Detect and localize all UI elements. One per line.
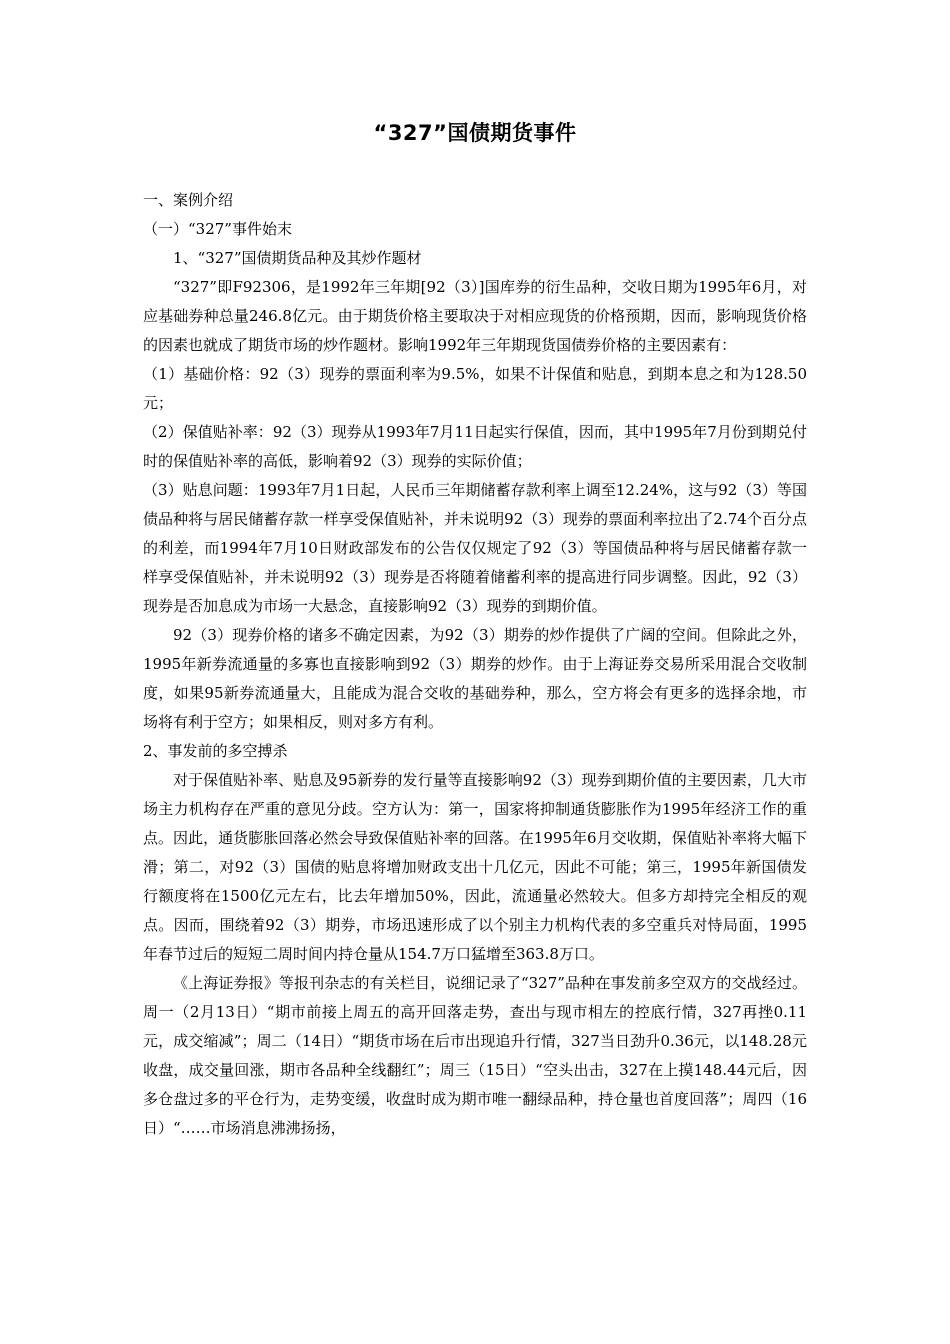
paragraph: 《上海证券报》等报刊杂志的有关栏目，说细记录了“327”品种在事发前多空双方的交战经过。周一（2月13日）“期市前接上周五的高开回落走势，查出与现市相左的控底行情，327再挫0.11元，成交缩减”；周二（14日）“期货市场在后市出现追升行情，327当日劲升0.36元，以148.28元收盘，成交量回涨，期市各品种全线翻红”；周三（15日）“空头出击，327在上摸148.44元后，因多仓盘过多的平仓行为，走势变缓，收盘时成为期市唯一翻绿品种，持仓量也首度回落”；周四（16日）“……市场消息沸沸扬扬， [143, 974, 807, 1137]
paragraph: （3）贴息问题：1993年7月1日起，人民币三年期储蓄存款利率上调至12.24%，这与92（3）等国债品种将与居民储蓄存款一样享受保值贴补，并未说明92（3）现券的票面利率拉出了2.74个百分点的利差，而1994年7月10日财政部发布的公告仅仅规定了92（3）等国债品种将与居民储蓄存款一样享受保值贴补，并未说明92（3）现券是否将随着储蓄利率的提高进行同步调整。因此，92（3）现券是否加息成为市场一大悬念，直接影响92（3）现券的到期价值。 [143, 481, 807, 615]
paragraph: （1）基础价格：92（3）现券的票面利率为9.5%，如果不计保值和贴息，到期本息之和为128.50元； [143, 365, 807, 412]
item-heading: 1、“327”国债期货品种及其炒作题材 [173, 249, 422, 267]
section-heading: 一、案例介绍 [143, 191, 234, 209]
document-title: “327”国债期货事件 [373, 121, 577, 145]
subsection-heading: （一）“327”事件始末 [143, 220, 292, 238]
paragraph: （2）保值贴补率：92（3）现券从1993年7月11日起实行保值，因而，其中1995年7月份到期兑付时的保值贴补率的高低，影响着92（3）现券的实际价值； [143, 423, 807, 470]
document-page [143, 118, 807, 1143]
item-heading: 2、事发前的多空搏杀 [143, 742, 288, 760]
paragraph: 92（3）现券价格的诸多不确定因素，为92（3）期券的炒作提供了广阔的空间。但除此之外，1995年新券流通量的多寡也直接影响到92（3）期券的炒作。由于上海证券交易所采用混合交收制度，如果95新券流通量大，且能成为混合交收的基础券种，那么，空方将会有更多的选择余地，市场将有利于空方；如果相反，则对多方有利。 [143, 626, 807, 731]
paragraph: “327”即F92306，是1992年三年期[92（3）]国库券的衍生品种，交收日期为1995年6月，对应基础券种总量246.8亿元。由于期货价格主要取决于对相应现货的价格预期，因而，影响现货价格的因素也就成了期货市场的炒作题材。影响1992年三年期现货国债券价格的主要因素有： [143, 278, 807, 354]
paragraph: 对于保值贴补率、贴息及95新券的发行量等直接影响92（3）现券到期价值的主要因素，几大市场主力机构存在严重的意见分歧。空方认为：第一，国家将抑制通货膨胀作为1995年经济工作的重点。因此，通货膨胀回落必然会导致保值贴补率的回落。在1995年6月交收期，保值贴补率将大幅下滑；第二，对92（3）国债的贴息将增加财政支出十几亿元，因此不可能；第三，1995年新国债发行额度将在1500亿元左右，比去年增加50%，因此，流通量必然较大。但多方却持完全相反的观点。因而，围绕着92（3）期券，市场迅速形成了以个别主力机构代表的多空重兵对恃局面，1995年春节过后的短短二周时间内持仓量从154.7万口猛增至363.8万口。 [143, 771, 807, 963]
